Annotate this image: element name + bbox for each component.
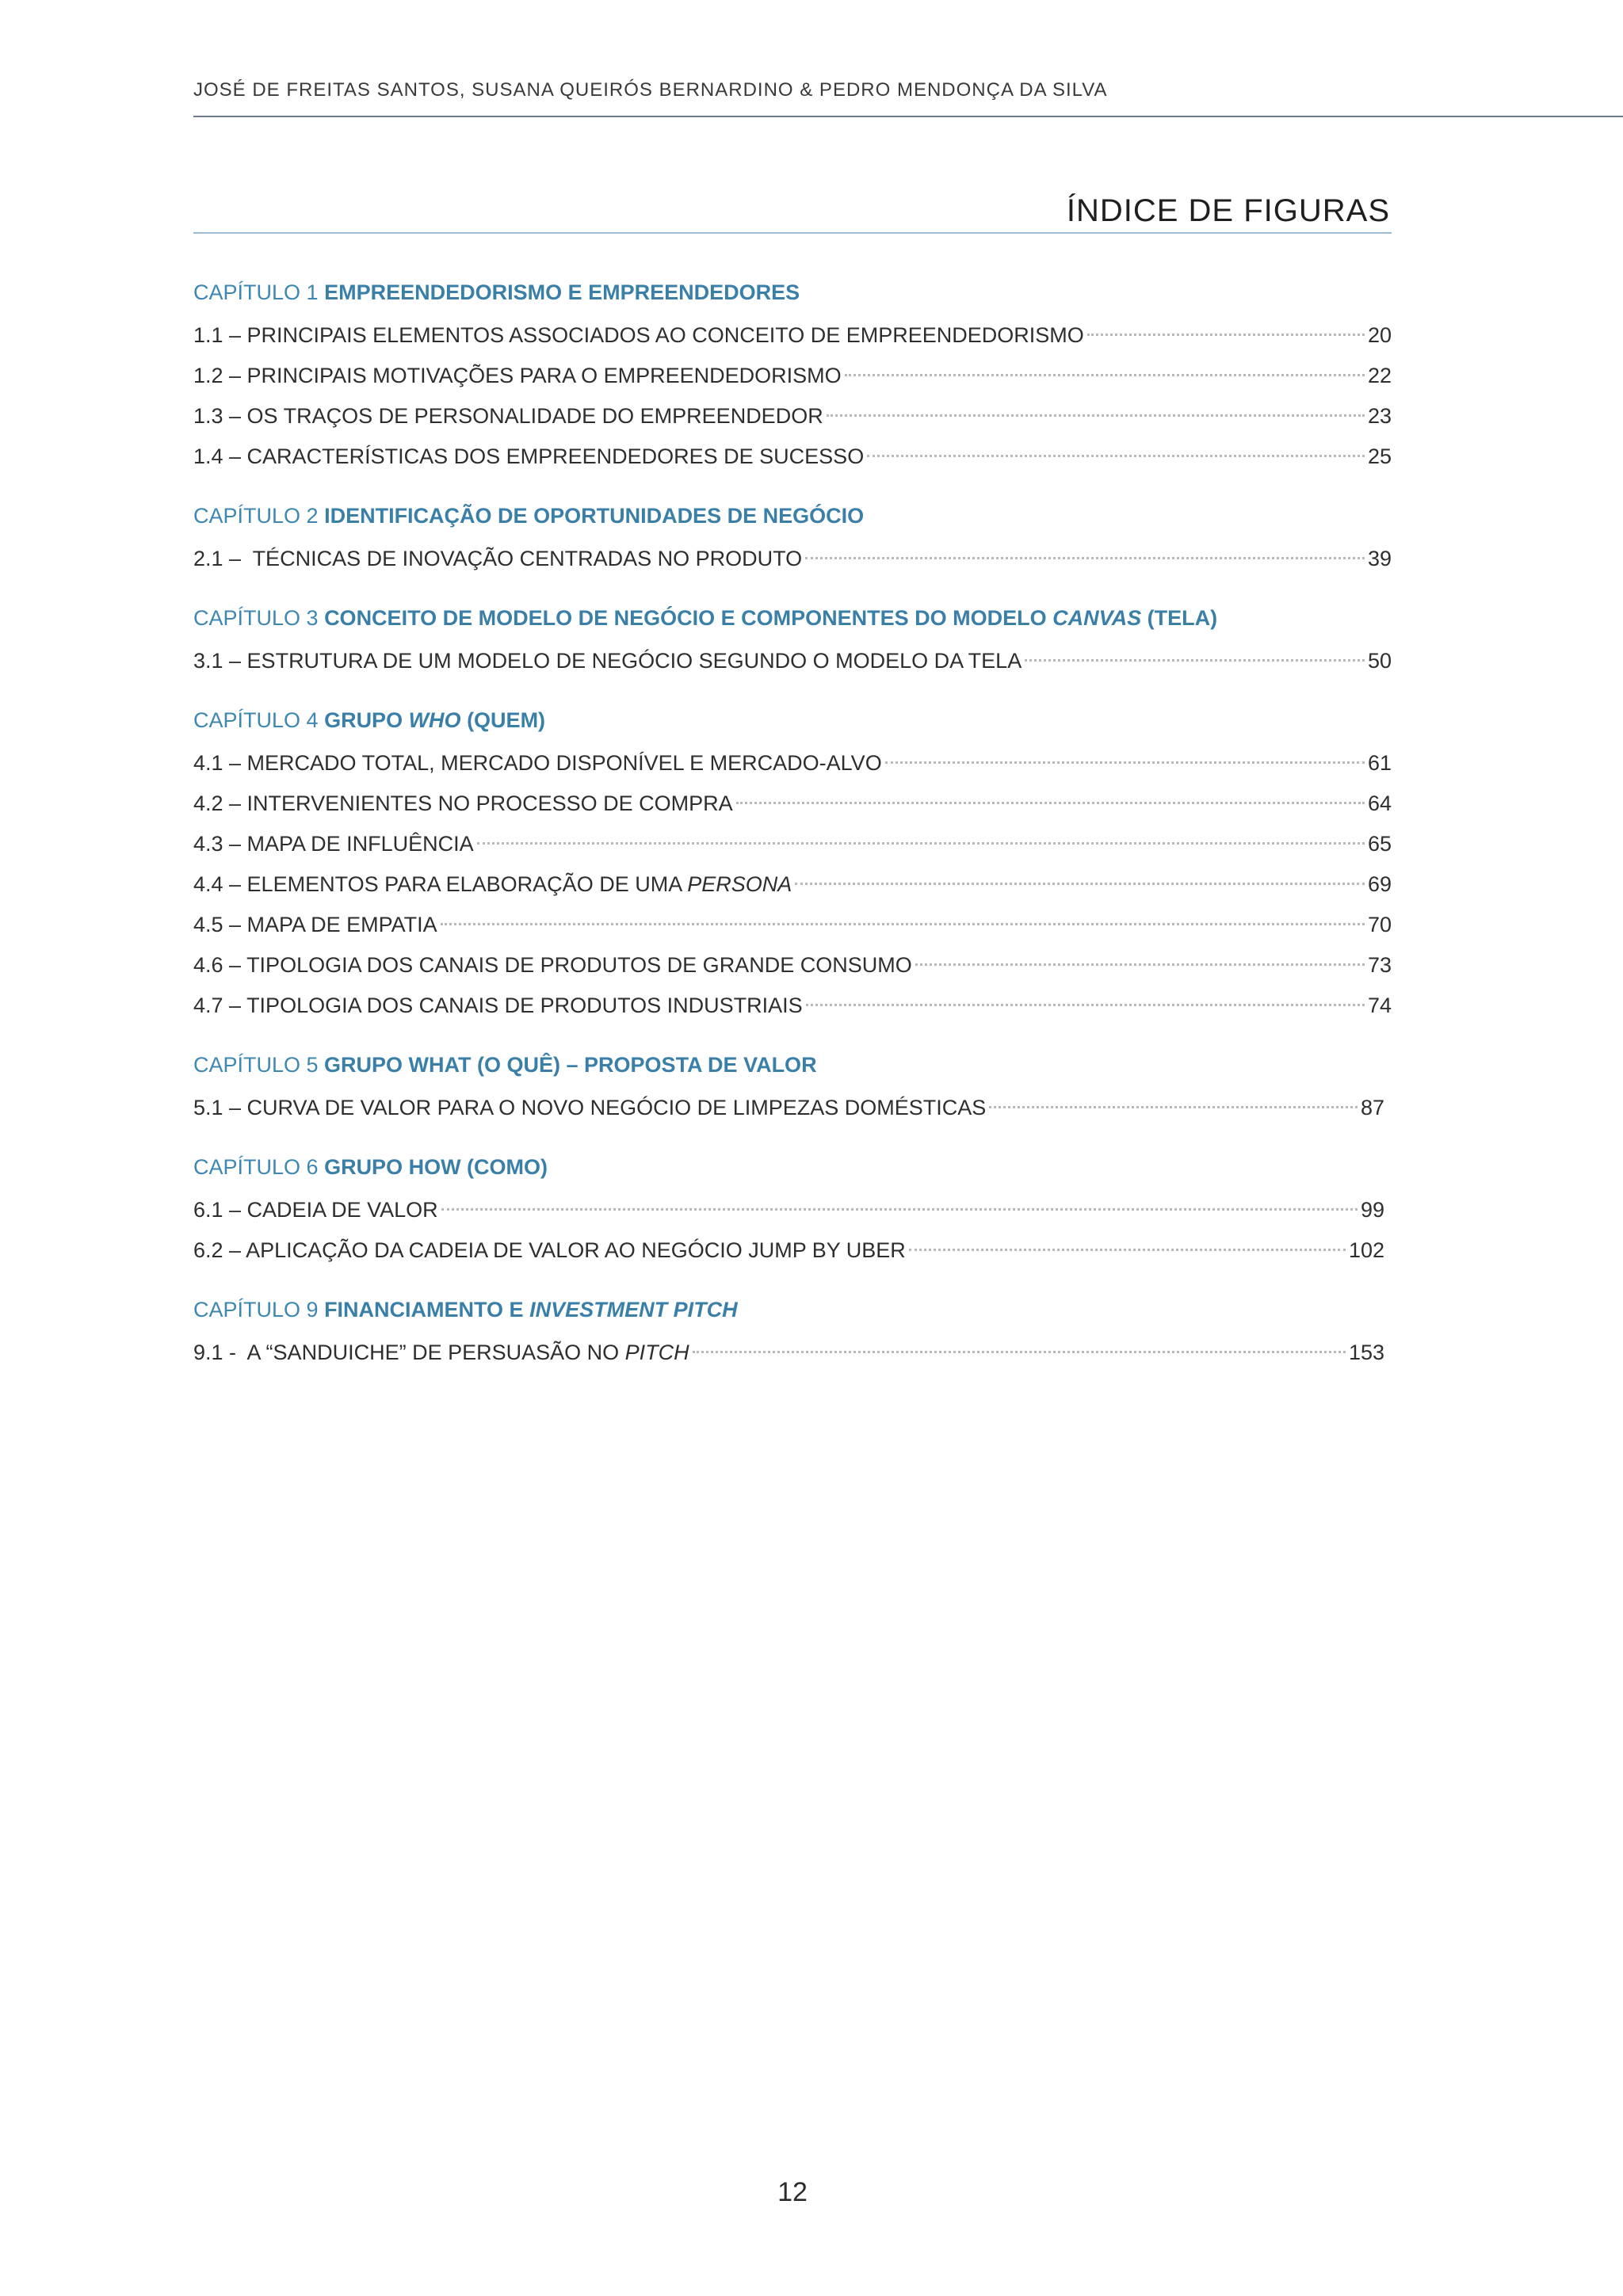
entry-page-number: 73 — [1367, 953, 1392, 977]
entry-label — [193, 641, 1022, 681]
dot-leader — [827, 414, 1365, 417]
entry-label — [193, 784, 733, 824]
chapter-title-text: (TELA) — [1141, 606, 1218, 630]
title-divider — [193, 232, 1392, 234]
chapter-number: CAPÍTULO 1 — [193, 280, 319, 304]
chapter-section — [193, 601, 1392, 681]
entry-label-text: 6.1 – CADEIA DE VALOR — [193, 1198, 438, 1222]
chapter-heading — [193, 1048, 1392, 1081]
dot-leader — [885, 761, 1365, 764]
toc-entry[interactable] — [193, 864, 1392, 905]
entry-page-number: 87 — [1360, 1096, 1384, 1119]
chapter-section — [193, 276, 1392, 477]
entry-label-text: 4.4 – ELEMENTOS PARA ELABORAÇÃO DE UMA — [193, 872, 688, 896]
toc-entry[interactable] — [193, 945, 1392, 986]
chapter-title-italic: INVESTMENT PITCH — [529, 1298, 738, 1322]
page-number: 12 — [777, 2177, 808, 2207]
entry-label — [193, 1088, 986, 1128]
chapter-title-text: IDENTIFICAÇÃO DE OPORTUNIDADES DE NEGÓCIO — [324, 504, 865, 528]
dot-leader — [693, 1351, 1346, 1353]
entry-label-text: 4.1 – MERCADO TOTAL, MERCADO DISPONÍVEL E MERCADO-ALVO — [193, 751, 882, 775]
dot-leader — [441, 923, 1365, 925]
page-title: ÍNDICE DE FIGURAS — [1066, 193, 1390, 228]
chapter-title — [324, 708, 545, 732]
entry-label-text: 1.2 – PRINCIPAIS MOTIVAÇÕES PARA O EMPREENDEDORISMO — [193, 364, 842, 387]
chapter-section — [193, 1048, 1392, 1128]
entry-label-text: 4.5 – MAPA DE EMPATIA — [193, 913, 437, 936]
entry-label-text: 4.3 – MAPA DE INFLUÊNCIA — [193, 832, 474, 856]
entry-page-number: 102 — [1348, 1238, 1384, 1262]
chapter-title-text: FINANCIAMENTO E — [324, 1298, 530, 1322]
entry-page-number: 50 — [1367, 649, 1392, 673]
entry-label-text: 1.4 – CARACTERÍSTICAS DOS EMPREENDEDORES DE SUCESSO — [193, 444, 865, 468]
entry-page-number: 70 — [1367, 913, 1392, 936]
entry-page-number: 23 — [1367, 404, 1392, 428]
toc-entry[interactable] — [193, 396, 1392, 437]
entry-label — [193, 1190, 438, 1230]
entry-label — [193, 539, 802, 579]
toc-entry[interactable] — [193, 784, 1392, 824]
dot-leader — [1087, 334, 1365, 336]
toc-entry[interactable] — [193, 539, 1392, 579]
toc-entry[interactable] — [193, 1333, 1384, 1373]
chapter-number: CAPÍTULO 4 — [193, 708, 319, 732]
chapter-title-text: (QUEM) — [460, 708, 546, 732]
entry-label — [193, 986, 803, 1026]
chapter-title-text: GRUPO HOW (COMO) — [324, 1155, 548, 1179]
dot-leader — [795, 883, 1365, 885]
chapter-number: CAPÍTULO 5 — [193, 1053, 325, 1077]
entry-label — [193, 905, 437, 945]
dot-leader — [736, 802, 1365, 804]
toc-entry[interactable] — [193, 1230, 1384, 1271]
entry-label-text: 3.1 – ESTRUTURA DE UM MODELO DE NEGÓCIO SEGUNDO O MODELO DA TELA — [193, 649, 1022, 673]
chapter-title — [324, 606, 1217, 630]
chapter-section — [193, 704, 1392, 1026]
toc-entry[interactable] — [193, 905, 1392, 945]
chapter-heading — [193, 276, 1392, 309]
toc-entry[interactable] — [193, 437, 1392, 477]
entry-label-italic: PITCH — [624, 1341, 689, 1364]
chapter-heading — [193, 499, 1392, 532]
dot-leader — [989, 1106, 1358, 1108]
chapter-title-text: GRUPO — [324, 708, 409, 732]
dot-leader — [867, 455, 1365, 457]
chapter-section — [193, 499, 1392, 579]
chapter-title — [324, 1155, 548, 1179]
entry-label — [193, 315, 1084, 356]
entry-label-text: 4.7 – TIPOLOGIA DOS CANAIS DE PRODUTOS INDUSTRIAIS — [193, 994, 803, 1017]
header-divider — [193, 116, 1623, 117]
chapter-title — [324, 280, 800, 304]
entry-label-text: 1.1 – PRINCIPAIS ELEMENTOS ASSOCIADOS AO CONCEITO DE EMPREENDEDORISMO — [193, 323, 1084, 347]
chapter-heading — [193, 704, 1392, 737]
entry-page-number: 61 — [1367, 751, 1392, 775]
running-header: JOSÉ DE FREITAS SANTOS, SUSANA QUEIRÓS BERNARDINO & PEDRO MENDONÇA DA SILVA — [193, 79, 1108, 101]
entry-label-text: 4.2 – INTERVENIENTES NO PROCESSO DE COMPRA — [193, 791, 733, 815]
chapter-title — [324, 1053, 817, 1077]
entry-label-text: 6.2 – APLICAÇÃO DA CADEIA DE VALOR AO NEGÓCIO JUMP BY UBER — [193, 1238, 906, 1262]
toc-entry[interactable] — [193, 315, 1392, 356]
entry-page-number: 99 — [1360, 1198, 1384, 1222]
chapter-number: CAPÍTULO 6 — [193, 1155, 319, 1179]
chapter-title-text: EMPREENDEDORISMO E EMPREENDEDORES — [324, 280, 800, 304]
chapter-title — [324, 504, 864, 528]
chapter-heading — [193, 601, 1392, 635]
chapter-title-text: CONCEITO DE MODELO DE NEGÓCIO E COMPONENTES DO MODELO — [324, 606, 1053, 630]
chapter-title — [324, 1298, 738, 1322]
toc-entry[interactable] — [193, 743, 1392, 784]
chapter-title-text: GRUPO WHAT (O QUÊ) – PROPOSTA DE VALOR — [324, 1053, 817, 1077]
dot-leader — [805, 557, 1365, 559]
toc-entry[interactable] — [193, 1088, 1384, 1128]
toc-entry[interactable] — [193, 641, 1392, 681]
chapter-section — [193, 1293, 1392, 1373]
chapter-number: CAPÍTULO 3 — [193, 606, 319, 630]
entry-label — [193, 356, 842, 396]
entry-label — [193, 396, 823, 437]
entry-label-text: 2.1 – TÉCNICAS DE INOVAÇÃO CENTRADAS NO PRODUTO — [193, 547, 803, 570]
entry-label-text: 9.1 - A “SANDUICHE” DE PERSUASÃO NO — [193, 1341, 625, 1364]
chapter-section — [193, 1150, 1392, 1271]
dot-leader — [441, 1208, 1358, 1211]
entry-page-number: 64 — [1367, 791, 1392, 815]
entry-label — [193, 945, 912, 986]
entry-page-number: 65 — [1367, 832, 1392, 856]
dot-leader — [909, 1249, 1346, 1251]
entry-page-number: 69 — [1367, 872, 1392, 896]
table-of-figures — [193, 276, 1392, 1395]
entry-page-number: 39 — [1367, 547, 1392, 570]
chapter-number: CAPÍTULO 9 — [193, 1298, 319, 1322]
chapter-title-italic: CANVAS — [1052, 606, 1142, 630]
entry-page-number: 74 — [1367, 994, 1392, 1017]
toc-entry[interactable] — [193, 356, 1392, 396]
entry-page-number: 20 — [1367, 323, 1392, 347]
toc-entry[interactable] — [193, 824, 1392, 864]
entry-label — [193, 864, 792, 905]
toc-entry[interactable] — [193, 986, 1392, 1026]
dot-leader — [845, 374, 1365, 376]
entry-page-number: 25 — [1367, 444, 1392, 468]
entry-label-text: 5.1 – CURVA DE VALOR PARA O NOVO NEGÓCIO DE LIMPEZAS DOMÉSTICAS — [193, 1096, 987, 1119]
dot-leader — [806, 1004, 1365, 1006]
entry-label-text: 1.3 – OS TRAÇOS DE PERSONALIDADE DO EMPREENDEDOR — [193, 404, 823, 428]
dot-leader — [1025, 659, 1365, 662]
entry-label — [193, 824, 474, 864]
toc-entry[interactable] — [193, 1190, 1384, 1230]
chapter-number: CAPÍTULO 2 — [193, 504, 319, 528]
chapter-heading — [193, 1150, 1392, 1184]
dot-leader — [915, 963, 1365, 966]
dot-leader — [477, 842, 1365, 845]
entry-label — [193, 437, 864, 477]
chapter-title-italic: WHO — [408, 708, 461, 732]
entry-label — [193, 743, 882, 784]
entry-label — [193, 1333, 689, 1373]
entry-page-number: 22 — [1367, 364, 1392, 387]
entry-label-italic: PERSONA — [687, 872, 792, 896]
chapter-heading — [193, 1293, 1392, 1326]
entry-page-number: 153 — [1348, 1341, 1384, 1364]
entry-label — [193, 1230, 906, 1271]
entry-label-text: 4.6 – TIPOLOGIA DOS CANAIS DE PRODUTOS DE GRANDE CONSUMO — [193, 953, 912, 977]
